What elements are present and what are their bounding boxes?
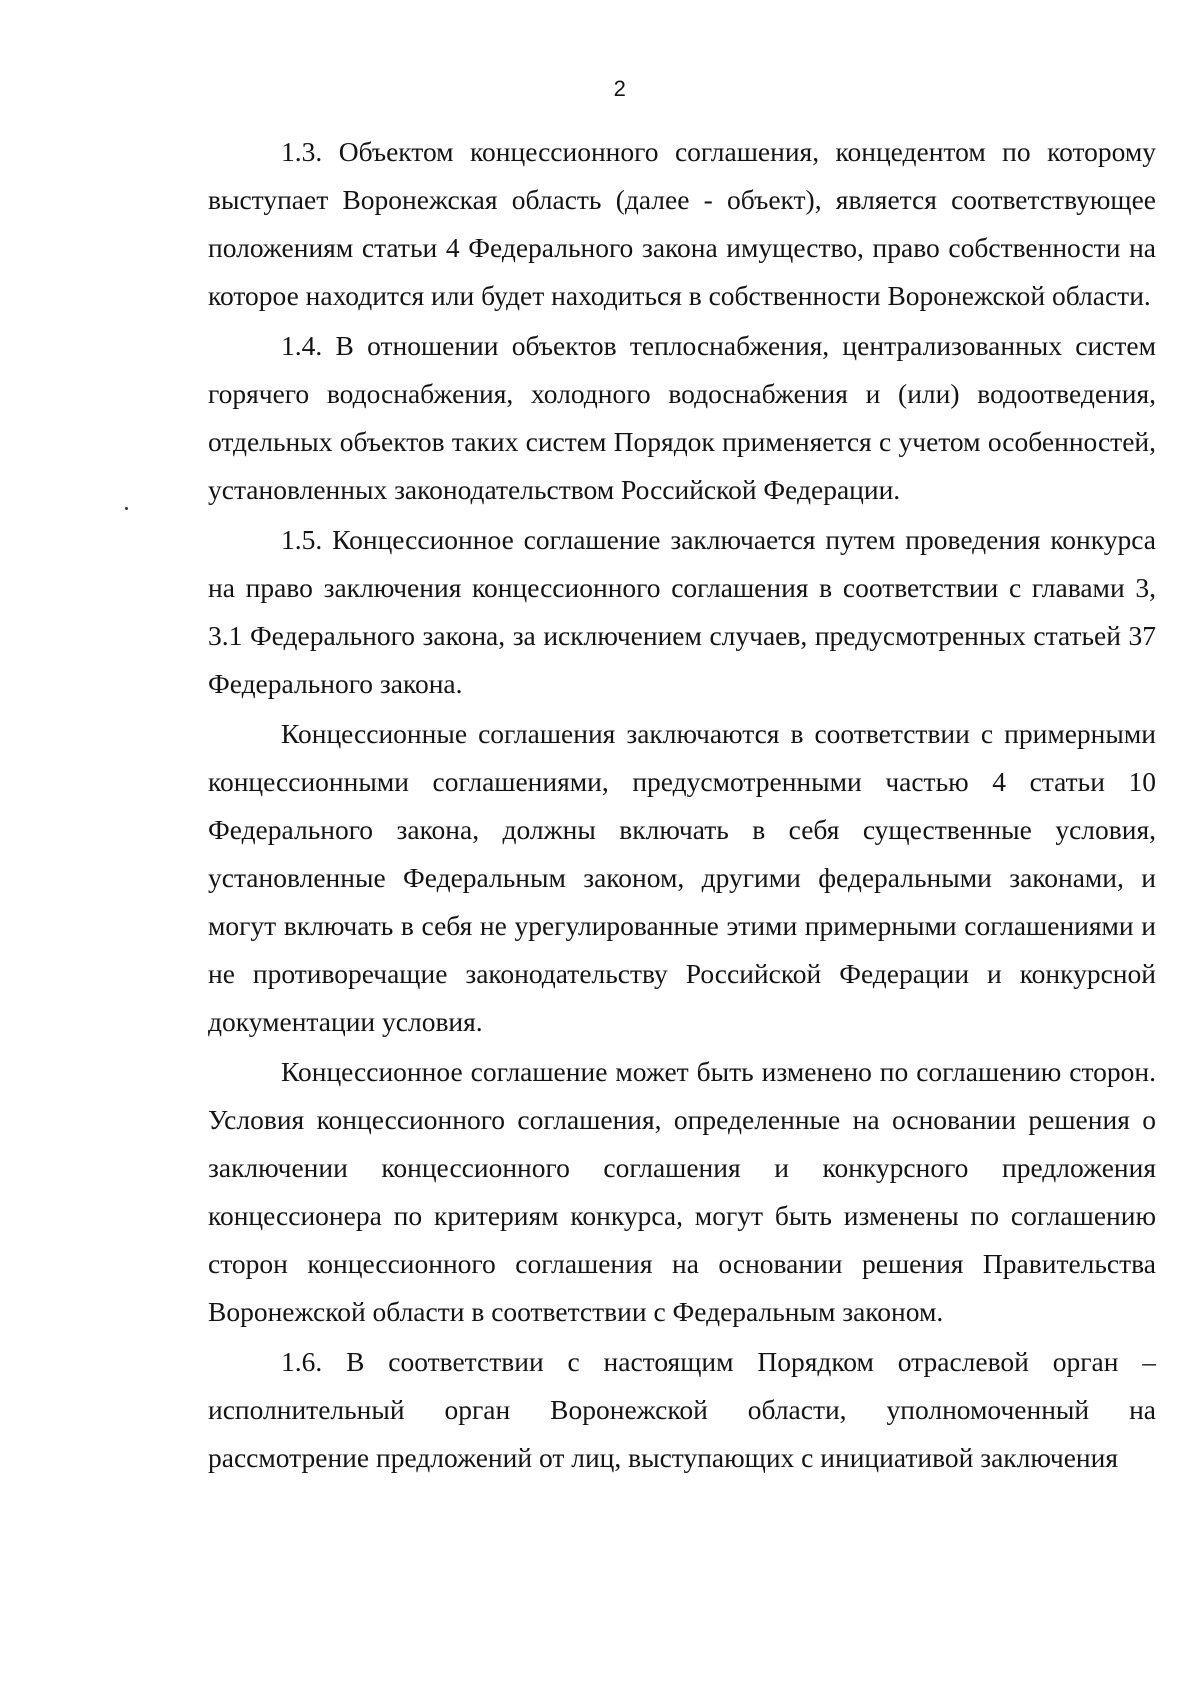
page-number: 2 <box>613 76 627 101</box>
paragraph-1-5-agreement-changes: Концессионное соглашение может быть изменено по соглашению сторон. Условия концессионного соглашения, определенные на основании решения о заключении концессионного соглашения и конкурсного предложения концессионера по критериям конкурса, могут быть изменены по соглашению сторон концессионного соглашения на основании решения Правительства Воронежской области в соответствии с Федеральным законом. <box>208 1056 1156 1327</box>
paragraph-1-3: 1.3. Объектом концессионного соглашения, концедентом по которому выступает Воронежская область (далее - объект), является соответствующее положениям статьи 4 Федерального закона имущество, право собственности на которое находится или будет находиться в собственности Воронежской области. <box>208 136 1156 311</box>
paragraph-1-6: 1.6. В соответствии с настоящим Порядком отраслевой орган – исполнительный орган Воронежской области, уполномоченный на рассмотрение предложений от лиц, выступающих с инициативой заключения <box>208 1346 1156 1473</box>
paragraph-1-4: 1.4. В отношении объектов теплоснабжения, централизованных систем горячего водоснабжения, холодного водоснабжения и (или) водоотведения, отдельных объектов таких систем Порядок применяется с учетом особенностей, установленных законодательством Российской Федерации. <box>208 330 1156 505</box>
paragraph-1-5-concession-agreements: Концессионные соглашения заключаются в соответствии с примерными концессионными соглашениями, предусмотренными частью 4 статьи 10 Федерального закона, должны включать в себя существенные условия, установленные Федеральным законом, другими федеральными законами, и могут включать в себя не урегулированные этими примерными соглашениями и не противоречащие законодательству Российской Федерации и конкурсной документации условия. <box>208 718 1156 1037</box>
paragraph-1-5: 1.5. Концессионное соглашение заключается путем проведения конкурса на право заключения концессионного соглашения в соответствии с главами 3, 3.1 Федерального закона, за исключением случаев, предусмотренных статьей 37 Федерального закона. <box>208 524 1156 699</box>
document-body <box>208 128 1156 1484</box>
scan-speck <box>125 507 128 510</box>
